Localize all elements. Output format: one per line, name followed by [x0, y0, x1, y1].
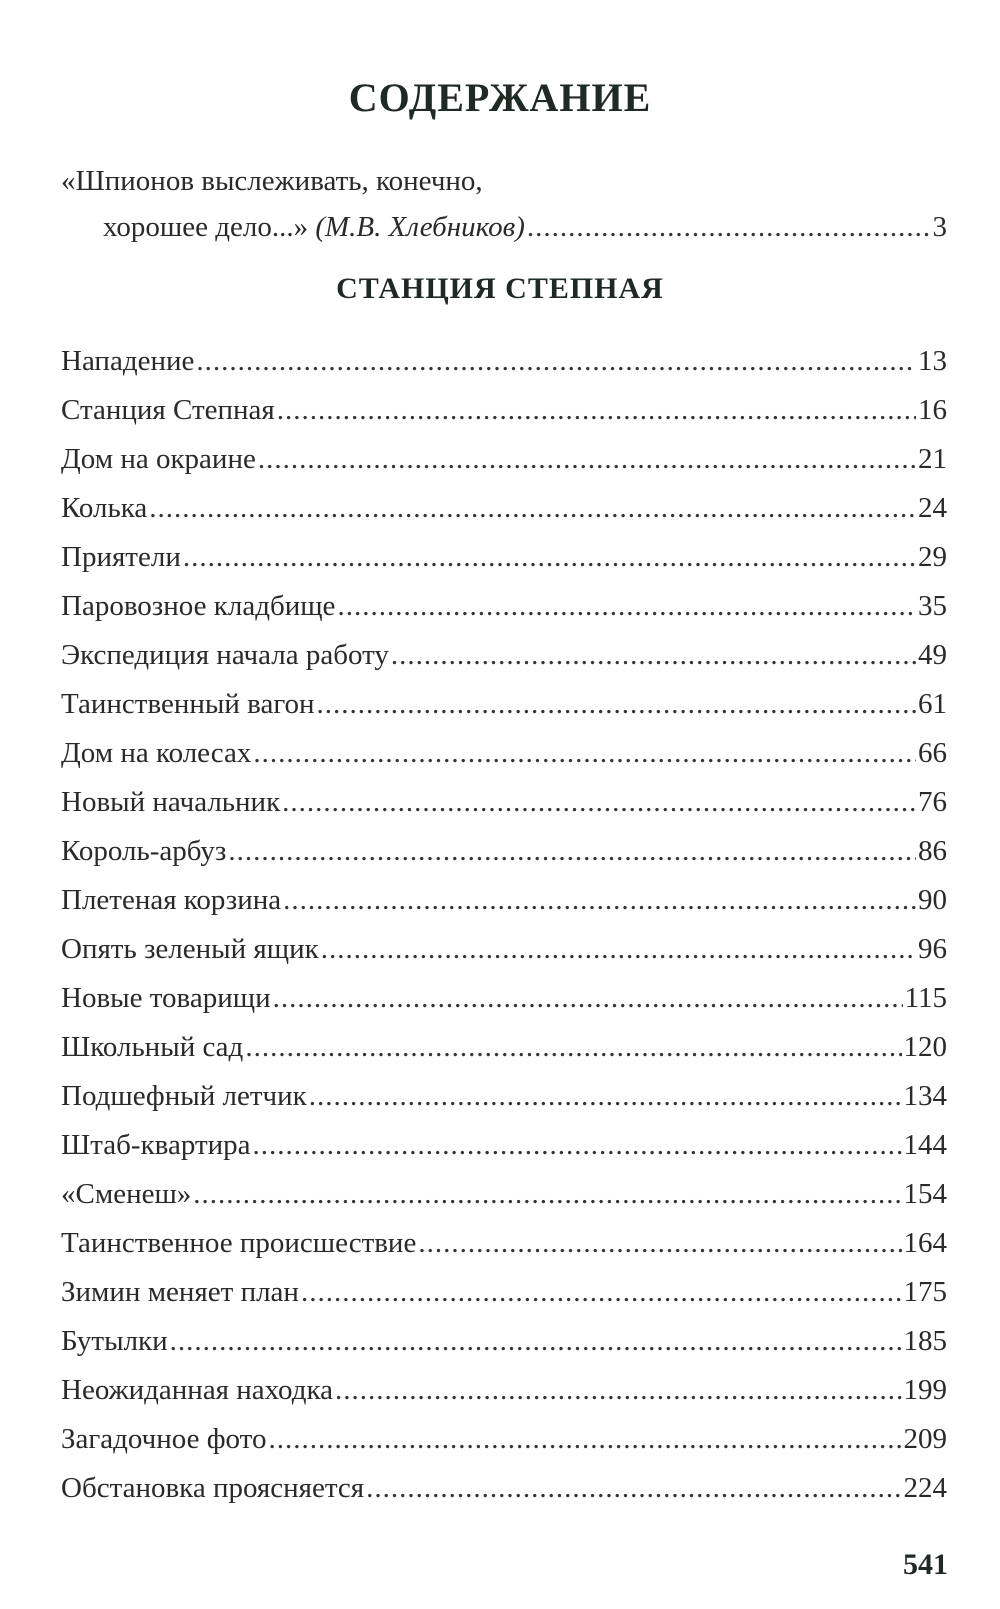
toc-entry[interactable] — [61, 827, 947, 876]
entry-title: Экспедиция начала работу — [61, 639, 389, 671]
toc-entry[interactable] — [61, 1170, 947, 1219]
toc-entry[interactable] — [61, 337, 947, 386]
entry-page-number: 49 — [918, 639, 947, 671]
entry-page-number: 90 — [918, 884, 947, 916]
dot-leader — [170, 1317, 902, 1366]
entry-title: Подшефный летчик — [61, 1080, 307, 1112]
entry-title: Паровозное кладбище — [61, 590, 336, 622]
toc-entry[interactable] — [61, 631, 947, 680]
entry-page-number: 134 — [903, 1080, 947, 1112]
toc-entry[interactable] — [61, 1072, 947, 1121]
entry-title: Дом на колесах — [61, 737, 252, 769]
toc-list — [61, 337, 947, 1513]
dot-leader — [337, 582, 916, 631]
dot-leader — [183, 533, 916, 582]
dot-leader — [335, 1366, 901, 1415]
intro-page-number: 3 — [932, 211, 947, 243]
entry-title: Приятели — [61, 541, 181, 573]
toc-entry[interactable] — [61, 386, 947, 435]
toc-entry[interactable] — [61, 974, 947, 1023]
entry-title: Школьный сад — [61, 1031, 244, 1063]
entry-page-number: 120 — [903, 1031, 947, 1063]
entry-title: Колька — [61, 492, 148, 524]
entry-title: Дом на окраине — [61, 443, 256, 475]
entry-page-number: 21 — [918, 443, 947, 475]
toc-entry[interactable] — [61, 582, 947, 631]
entry-title: Загадочное фото — [61, 1423, 267, 1455]
toc-entry[interactable] — [61, 1317, 947, 1366]
entry-page-number: 13 — [918, 345, 947, 377]
entry-title: «Сменеш» — [61, 1178, 192, 1210]
toc-entry[interactable] — [61, 1415, 947, 1464]
toc-entry[interactable] — [61, 435, 947, 484]
toc-entry[interactable] — [61, 729, 947, 778]
entry-page-number: 224 — [903, 1472, 947, 1504]
dot-leader — [391, 631, 916, 680]
toc-entry[interactable] — [61, 1268, 947, 1317]
entry-page-number: 16 — [918, 394, 947, 426]
entry-page-number: 24 — [918, 492, 947, 524]
entry-page-number: 86 — [918, 835, 947, 867]
toc-entry[interactable] — [61, 1219, 947, 1268]
dot-leader — [321, 925, 916, 974]
entry-page-number: 96 — [918, 933, 947, 965]
entry-page-number: 35 — [918, 590, 947, 622]
entry-title: Опять зеленый ящик — [61, 933, 319, 965]
dot-leader — [527, 204, 931, 250]
dot-leader — [253, 1121, 902, 1170]
toc-entry[interactable] — [61, 1366, 947, 1415]
dot-leader — [268, 1415, 901, 1464]
intro-title-line-2 — [61, 204, 947, 250]
entry-page-number: 144 — [903, 1129, 947, 1161]
entry-page-number: 61 — [918, 688, 947, 720]
entry-page-number: 164 — [903, 1227, 947, 1259]
page-title: СОДЕРЖАНИЕ — [348, 75, 652, 120]
dot-leader — [228, 827, 916, 876]
intro-title-part: хорошее дело...» — [103, 211, 316, 243]
toc-entry[interactable] — [61, 925, 947, 974]
toc-entry[interactable] — [61, 680, 947, 729]
entry-title: Неожиданная находка — [61, 1374, 334, 1406]
entry-page-number: 175 — [903, 1276, 947, 1308]
entry-page-number: 154 — [903, 1178, 947, 1210]
dot-leader — [258, 435, 916, 484]
dot-leader — [282, 778, 916, 827]
dot-leader — [366, 1464, 901, 1513]
page-number-folio: 541 — [903, 1548, 948, 1581]
entry-title: Зимин меняет план — [61, 1276, 299, 1308]
toc-entry[interactable] — [61, 1023, 947, 1072]
entry-title: Бутылки — [61, 1325, 168, 1357]
intro-entry[interactable] — [61, 158, 947, 250]
entry-title: Станция Степная — [61, 394, 275, 426]
entry-title: Таинственный вагон — [61, 688, 315, 720]
entry-page-number: 199 — [903, 1374, 947, 1406]
toc-entry[interactable] — [61, 876, 947, 925]
intro-title-text — [103, 204, 525, 250]
entry-title: Нападение — [61, 345, 195, 377]
dot-leader — [277, 386, 916, 435]
entry-page-number: 29 — [918, 541, 947, 573]
dot-leader — [253, 729, 916, 778]
toc-entry[interactable] — [61, 778, 947, 827]
dot-leader — [273, 974, 903, 1023]
entry-page-number: 115 — [904, 982, 947, 1014]
toc-entry[interactable] — [61, 1464, 947, 1513]
intro-title-line-1: «Шпионов выслеживать, конечно, — [61, 165, 483, 197]
section-title: СТАНЦИЯ СТЕПНАЯ — [336, 272, 664, 305]
entry-page-number: 66 — [918, 737, 947, 769]
dot-leader — [245, 1023, 901, 1072]
toc-entry[interactable] — [61, 1121, 947, 1170]
entry-title: Новые товарищи — [61, 982, 271, 1014]
toc-entry[interactable] — [61, 484, 947, 533]
entry-title: Новый начальник — [61, 786, 281, 818]
dot-leader — [283, 876, 916, 925]
toc-entry[interactable] — [61, 533, 947, 582]
dot-leader — [193, 1170, 901, 1219]
dot-leader — [418, 1219, 901, 1268]
entry-page-number: 185 — [903, 1325, 947, 1357]
intro-author: (М.В. Хлебников) — [315, 211, 525, 243]
dot-leader — [309, 1072, 902, 1121]
entry-title: Обстановка проясняется — [61, 1472, 365, 1504]
dot-leader — [317, 680, 916, 729]
entry-title: Штаб-квартира — [61, 1129, 251, 1161]
entry-page-number: 76 — [918, 786, 947, 818]
dot-leader — [301, 1268, 902, 1317]
dot-leader — [149, 484, 916, 533]
entry-title: Таинственное происшествие — [61, 1227, 417, 1259]
entry-title: Король-арбуз — [61, 835, 227, 867]
dot-leader — [196, 337, 916, 386]
entry-title: Плетеная корзина — [61, 884, 282, 916]
entry-page-number: 209 — [903, 1423, 947, 1455]
